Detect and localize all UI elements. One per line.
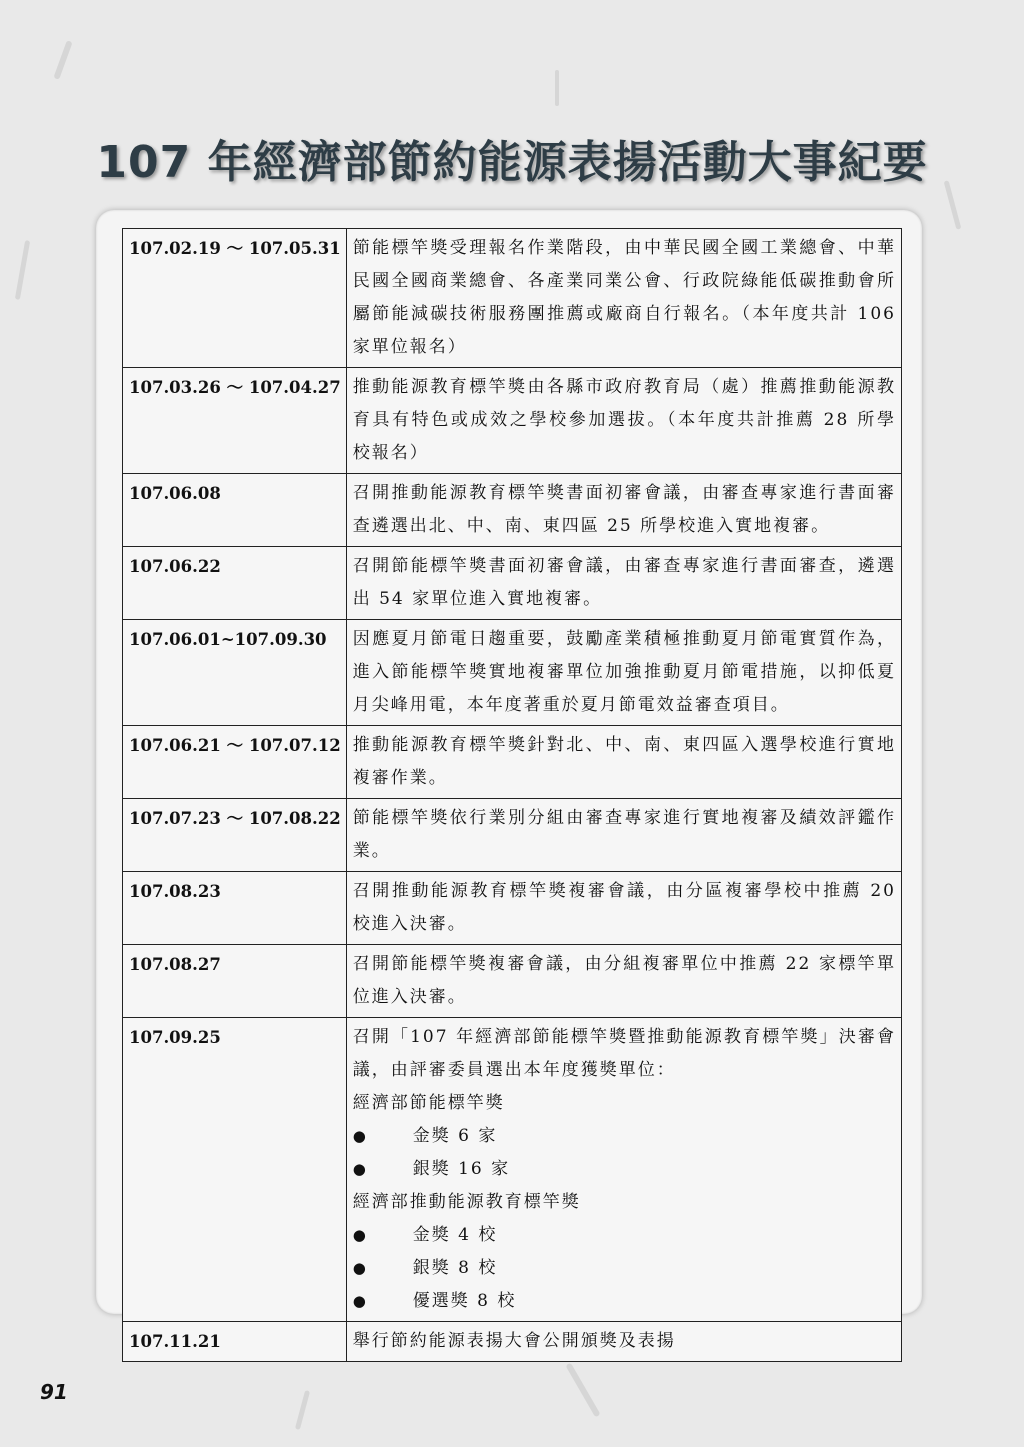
table-row	[123, 547, 902, 620]
award-item-label: 金獎 4 校	[412, 1225, 498, 1245]
award-category-heading: 經濟部推動能源教育標竿獎	[352, 1192, 581, 1212]
table-row	[123, 799, 902, 872]
event-description: 節能標竿獎受理報名作業階段，由中華民國全國工業總會、中華民國全國商業總會、各產業同業公會、行政院綠能低碳推動會所屬節能減碳技術服務團推薦或廠商自行報名。（本年度共計 106 家單位報名）	[346, 229, 901, 368]
event-description: 推動能源教育標竿獎由各縣市政府教育局（處）推薦推動能源教育具有特色或成效之學校參加選拔。（本年度共計推薦 28 所學校報名）	[346, 368, 901, 474]
award-item	[353, 1153, 896, 1186]
page-number: 91	[40, 1380, 68, 1404]
event-date: 107.09.25	[123, 1018, 347, 1322]
event-date: 107.03.26 ～ 107.04.27	[123, 368, 347, 474]
page-title: 107 年經濟部節約能源表揚活動大事紀要	[96, 137, 928, 188]
event-date: 107.06.08	[123, 474, 347, 547]
table-row	[123, 945, 902, 1018]
event-description: 因應夏月節電日趨重要，鼓勵產業積極推動夏月節電實質作為，進入節能標竿獎實地複審單位加強推動夏月節電措施，以抑低夏月尖峰用電，本年度著重於夏月節電效益審查項目。	[346, 620, 901, 726]
table-row	[123, 620, 902, 726]
bullet-icon: ●	[352, 1226, 368, 1244]
event-date: 107.11.21	[123, 1322, 347, 1362]
table-row	[123, 726, 902, 799]
table-row	[123, 368, 902, 474]
event-description: 節能標竿獎依行業別分組由審查專家進行實地複審及績效評鑑作業。	[346, 799, 901, 872]
award-category-heading: 經濟部節能標竿獎	[352, 1093, 505, 1113]
background-texture	[565, 1363, 600, 1418]
bullet-icon: ●	[352, 1160, 368, 1178]
award-item	[353, 1219, 896, 1252]
event-description: 召開節能標竿獎複審會議，由分組複審單位中推薦 22 家標竿單位進入決審。	[346, 945, 901, 1018]
event-date: 107.08.23	[123, 872, 347, 945]
award-item-label: 銀獎 8 校	[412, 1258, 498, 1278]
event-date: 107.06.22	[123, 547, 347, 620]
table-row	[123, 1018, 902, 1322]
background-texture	[555, 70, 559, 106]
table-row	[123, 1322, 902, 1362]
bullet-icon: ●	[352, 1127, 368, 1145]
background-texture	[53, 40, 72, 80]
event-description	[346, 1018, 901, 1322]
background-texture	[15, 240, 30, 300]
award-item-label: 銀獎 16 家	[412, 1159, 511, 1179]
event-date: 107.02.19 ～ 107.05.31	[123, 229, 347, 368]
event-description: 舉行節約能源表揚大會公開頒獎及表揚	[346, 1322, 901, 1362]
event-date: 107.08.27	[123, 945, 347, 1018]
event-description: 召開推動能源教育標竿獎複審會議，由分區複審學校中推薦 20 校進入決審。	[346, 872, 901, 945]
award-item	[353, 1285, 896, 1318]
award-item	[353, 1120, 896, 1153]
event-date: 107.06.01~107.09.30	[123, 620, 347, 726]
events-table	[122, 228, 902, 1362]
event-description: 推動能源教育標竿獎針對北、中、南、東四區入選學校進行實地複審作業。	[346, 726, 901, 799]
background-texture	[295, 1390, 310, 1430]
table-row	[123, 474, 902, 547]
event-description: 召開推動能源教育標竿獎書面初審會議，由審查專家進行書面審查遴選出北、中、南、東四區 25 所學校進入實地複審。	[346, 474, 901, 547]
award-item-label: 優選獎 8 校	[412, 1291, 517, 1311]
event-date: 107.06.21 ～ 107.07.12	[123, 726, 347, 799]
bullet-icon: ●	[352, 1292, 368, 1310]
table-row	[123, 872, 902, 945]
table-row	[123, 229, 902, 368]
event-description: 召開節能標竿獎書面初審會議，由審查專家進行書面審查，遴選出 54 家單位進入實地複審。	[346, 547, 901, 620]
bullet-icon: ●	[352, 1259, 368, 1277]
award-item	[353, 1252, 896, 1285]
final-event-text: 召開「107 年經濟部節能標竿獎暨推動能源教育標竿獎」決審會議，由評審委員選出本年度獲獎單位：	[352, 1027, 896, 1080]
award-item-label: 金獎 6 家	[412, 1126, 498, 1146]
event-date: 107.07.23 ～ 107.08.22	[123, 799, 347, 872]
